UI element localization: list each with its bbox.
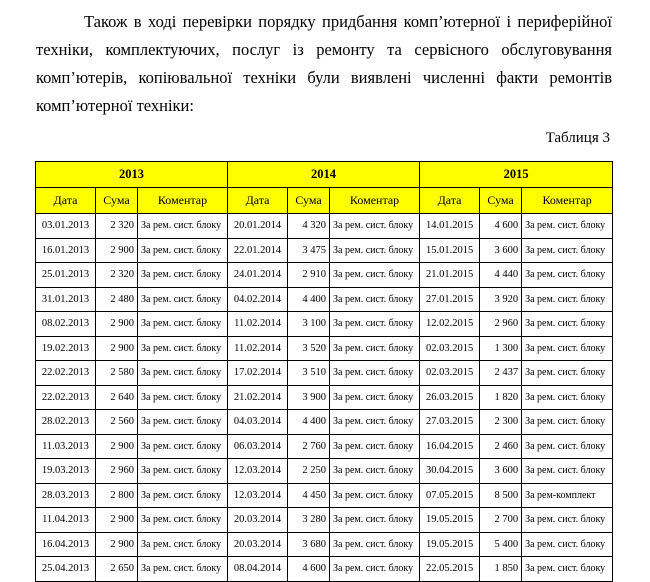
sum-cell: 2 320 [96,214,138,239]
comment-cell: За рем. сист. блоку [522,238,613,263]
sum-cell: 2 900 [96,532,138,557]
date-cell: 22.02.2013 [36,385,96,410]
date-cell: 28.03.2013 [36,483,96,508]
date-cell: 12.03.2014 [228,459,288,484]
sum-cell: 2 900 [96,508,138,533]
sum-cell: 2 910 [288,263,330,288]
date-cell: 27.01.2015 [420,287,480,312]
comment-cell: За рем. сист. блоку [330,287,420,312]
year-header: 2015 [420,162,613,188]
date-cell: 16.01.2013 [36,238,96,263]
comment-cell: За рем. сист. блоку [138,287,228,312]
sum-cell: 2 320 [96,263,138,288]
paragraph-line: комп’ютерної техніки: [36,96,194,115]
sum-cell: 2 480 [96,287,138,312]
table-caption: Таблиця 3 [545,130,610,146]
comment-cell: За рем. сист. блоку [138,508,228,533]
comment-cell: За рем. сист. блоку [138,532,228,557]
date-cell: 31.01.2013 [36,287,96,312]
column-header-comment: Коментар [330,188,420,214]
comment-cell: За рем. сист. блоку [138,214,228,239]
comment-cell: За рем. сист. блоку [138,483,228,508]
column-header-date: Дата [36,188,96,214]
sum-cell: 1 820 [480,385,522,410]
table-row [36,532,613,557]
comment-cell: За рем. сист. блоку [138,312,228,337]
sum-cell: 4 600 [480,214,522,239]
comment-cell: За рем. сист. блоку [330,336,420,361]
year-header-row [36,162,613,188]
comment-cell: За рем. сист. блоку [330,385,420,410]
comment-cell: За рем. сист. блоку [138,361,228,386]
date-cell: 19.03.2013 [36,459,96,484]
date-cell: 08.04.2014 [228,557,288,582]
sum-cell: 3 680 [288,532,330,557]
sum-cell: 3 900 [288,385,330,410]
sum-cell: 4 320 [288,214,330,239]
date-cell: 04.02.2014 [228,287,288,312]
comment-cell: За рем. сист. блоку [522,361,613,386]
table-row [36,385,613,410]
date-cell: 12.03.2014 [228,483,288,508]
column-header-comment: Коментар [138,188,228,214]
column-header-row [36,188,613,214]
table-row [36,238,613,263]
date-cell: 04.03.2014 [228,410,288,435]
comment-cell: За рем. сист. блоку [138,557,228,582]
paragraph-line: техніки, комплектуючих, послуг із ремонту та сервісного обслуговування [36,40,612,59]
date-cell: 21.02.2014 [228,385,288,410]
sum-cell: 4 440 [480,263,522,288]
column-header-date: Дата [420,188,480,214]
date-cell: 25.01.2013 [36,263,96,288]
sum-cell: 1 300 [480,336,522,361]
date-cell: 28.02.2013 [36,410,96,435]
table-row [36,336,613,361]
sum-cell: 2 900 [96,238,138,263]
column-header-date: Дата [228,188,288,214]
sum-cell: 3 475 [288,238,330,263]
sum-cell: 2 800 [96,483,138,508]
comment-cell: За рем. сист. блоку [522,459,613,484]
comment-cell: За рем. сист. блоку [138,410,228,435]
sum-cell: 8 500 [480,483,522,508]
sum-cell: 3 510 [288,361,330,386]
repairs-table [35,161,613,582]
date-cell: 19.05.2015 [420,532,480,557]
date-cell: 03.01.2013 [36,214,96,239]
date-cell: 25.04.2013 [36,557,96,582]
comment-cell: За рем. сист. блоку [330,508,420,533]
sum-cell: 2 960 [480,312,522,337]
date-cell: 30.04.2015 [420,459,480,484]
sum-cell: 3 520 [288,336,330,361]
intro-paragraph [36,8,612,120]
comment-cell: За рем. сист. блоку [522,336,613,361]
date-cell: 16.04.2015 [420,434,480,459]
column-header-sum: Сума [288,188,330,214]
table-row [36,263,613,288]
table-row [36,287,613,312]
date-cell: 11.03.2013 [36,434,96,459]
table-row [36,214,613,239]
sum-cell: 3 920 [480,287,522,312]
comment-cell: За рем. сист. блоку [330,312,420,337]
date-cell: 24.01.2014 [228,263,288,288]
date-cell: 11.02.2014 [228,336,288,361]
comment-cell: За рем. сист. блоку [330,410,420,435]
comment-cell: За рем. сист. блоку [138,459,228,484]
table-row [36,557,613,582]
date-cell: 22.01.2014 [228,238,288,263]
comment-cell: За рем. сист. блоку [522,263,613,288]
column-header-sum: Сума [96,188,138,214]
comment-cell: За рем-комплект [522,483,613,508]
sum-cell: 2 960 [96,459,138,484]
comment-cell: За рем. сист. блоку [522,312,613,337]
sum-cell: 3 600 [480,459,522,484]
comment-cell: За рем. сист. блоку [330,532,420,557]
sum-cell: 2 580 [96,361,138,386]
table-row [36,483,613,508]
sum-cell: 2 900 [96,434,138,459]
sum-cell: 2 460 [480,434,522,459]
comment-cell: За рем. сист. блоку [330,459,420,484]
year-header: 2014 [228,162,420,188]
sum-cell: 2 300 [480,410,522,435]
table-row [36,361,613,386]
paragraph-line: Також в ході перевірки порядку придбання комп’ютерної і периферійної [84,12,612,31]
sum-cell: 2 700 [480,508,522,533]
sum-cell: 5 400 [480,532,522,557]
comment-cell: За рем. сист. блоку [138,336,228,361]
date-cell: 20.03.2014 [228,532,288,557]
paragraph-line: комп’ютерів, копіювальної техніки були виявлені численні факти ремонтів [36,68,612,87]
sum-cell: 2 900 [96,312,138,337]
date-cell: 02.03.2015 [420,336,480,361]
table-row [36,312,613,337]
table-row [36,508,613,533]
column-header-comment: Коментар [522,188,613,214]
sum-cell: 3 600 [480,238,522,263]
table-row [36,459,613,484]
comment-cell: За рем. сист. блоку [330,434,420,459]
comment-cell: За рем. сист. блоку [522,532,613,557]
date-cell: 22.05.2015 [420,557,480,582]
sum-cell: 4 600 [288,557,330,582]
comment-cell: За рем. сист. блоку [522,385,613,410]
date-cell: 27.03.2015 [420,410,480,435]
comment-cell: За рем. сист. блоку [522,434,613,459]
comment-cell: За рем. сист. блоку [522,557,613,582]
sum-cell: 2 650 [96,557,138,582]
comment-cell: За рем. сист. блоку [330,483,420,508]
sum-cell: 2 760 [288,434,330,459]
sum-cell: 4 400 [288,410,330,435]
date-cell: 19.05.2015 [420,508,480,533]
date-cell: 20.03.2014 [228,508,288,533]
sum-cell: 2 900 [96,336,138,361]
comment-cell: За рем. сист. блоку [138,385,228,410]
sum-cell: 4 400 [288,287,330,312]
sum-cell: 2 560 [96,410,138,435]
table-row [36,434,613,459]
date-cell: 22.02.2013 [36,361,96,386]
comment-cell: За рем. сист. блоку [330,214,420,239]
comment-cell: За рем. сист. блоку [330,557,420,582]
sum-cell: 2 437 [480,361,522,386]
comment-cell: За рем. сист. блоку [522,508,613,533]
date-cell: 14.01.2015 [420,214,480,239]
date-cell: 21.01.2015 [420,263,480,288]
date-cell: 12.02.2015 [420,312,480,337]
date-cell: 16.04.2013 [36,532,96,557]
date-cell: 07.05.2015 [420,483,480,508]
comment-cell: За рем. сист. блоку [138,238,228,263]
comment-cell: За рем. сист. блоку [330,263,420,288]
table-row [36,410,613,435]
date-cell: 11.02.2014 [228,312,288,337]
comment-cell: За рем. сист. блоку [138,434,228,459]
comment-cell: За рем. сист. блоку [330,238,420,263]
sum-cell: 3 100 [288,312,330,337]
comment-cell: За рем. сист. блоку [330,361,420,386]
date-cell: 20.01.2014 [228,214,288,239]
sum-cell: 4 450 [288,483,330,508]
date-cell: 15.01.2015 [420,238,480,263]
comment-cell: За рем. сист. блоку [522,214,613,239]
date-cell: 06.03.2014 [228,434,288,459]
sum-cell: 2 250 [288,459,330,484]
date-cell: 02.03.2015 [420,361,480,386]
date-cell: 17.02.2014 [228,361,288,386]
date-cell: 19.02.2013 [36,336,96,361]
table-body [36,214,613,582]
column-header-sum: Сума [480,188,522,214]
sum-cell: 1 850 [480,557,522,582]
sum-cell: 2 640 [96,385,138,410]
year-header: 2013 [36,162,228,188]
date-cell: 26.03.2015 [420,385,480,410]
sum-cell: 3 280 [288,508,330,533]
comment-cell: За рем. сист. блоку [522,287,613,312]
date-cell: 11.04.2013 [36,508,96,533]
comment-cell: За рем. сист. блоку [522,410,613,435]
date-cell: 08.02.2013 [36,312,96,337]
comment-cell: За рем. сист. блоку [138,263,228,288]
